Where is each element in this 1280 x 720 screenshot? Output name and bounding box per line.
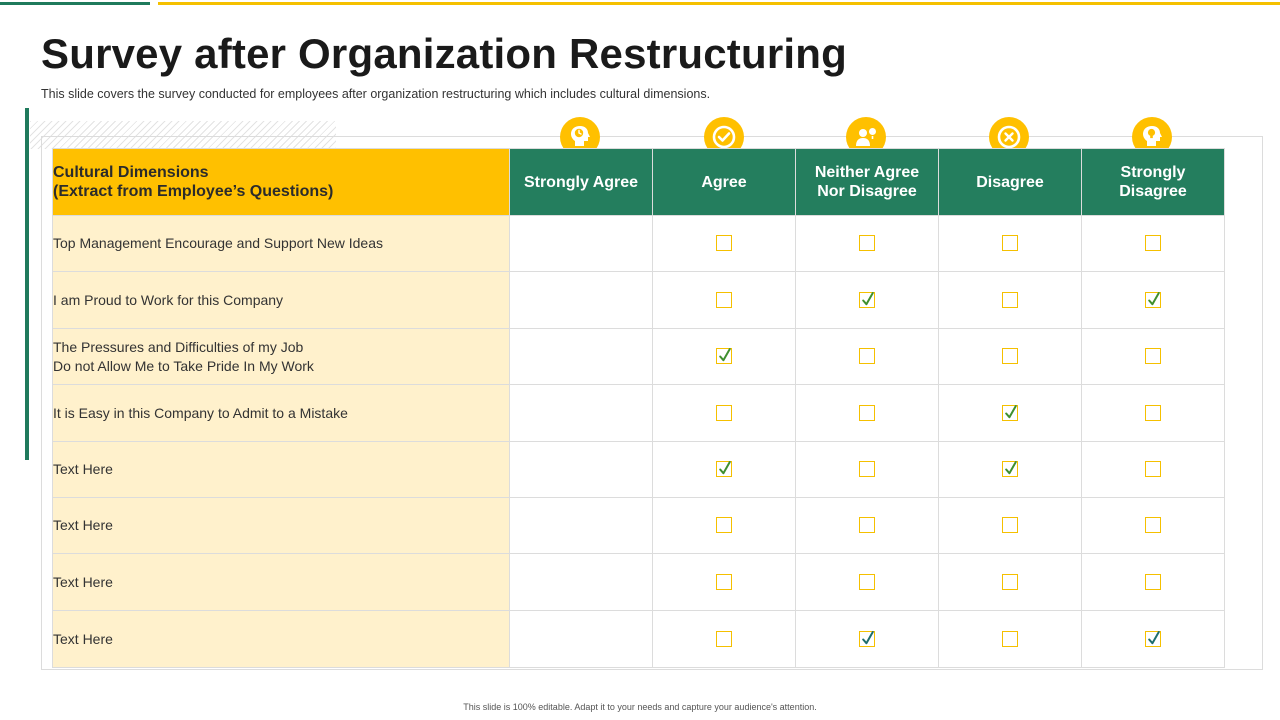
checkbox[interactable] <box>716 405 732 421</box>
cell-strongly-disagree <box>1082 442 1225 498</box>
top-accent-bar-green <box>0 2 150 5</box>
cell-agree <box>653 272 796 329</box>
column-header-neither <box>796 149 939 216</box>
header-line: Cultural Dimensions <box>53 164 209 181</box>
cell-agree <box>653 442 796 498</box>
checkbox-checked[interactable] <box>859 631 875 647</box>
checkbox[interactable] <box>716 631 732 647</box>
cell-agree <box>653 554 796 611</box>
cell-strongly-disagree <box>1082 554 1225 611</box>
row-label <box>53 272 510 329</box>
checkbox[interactable] <box>1002 292 1018 308</box>
cell-neither <box>796 442 939 498</box>
cultural-dimensions-header <box>53 149 510 216</box>
row-label <box>53 385 510 442</box>
row-label-line: Text Here <box>53 630 113 647</box>
checkbox[interactable] <box>1145 348 1161 364</box>
row-label <box>53 329 510 385</box>
cell-neither <box>796 272 939 329</box>
checkbox[interactable] <box>1002 631 1018 647</box>
cell-strongly-agree <box>510 216 653 272</box>
checkbox[interactable] <box>716 292 732 308</box>
footer-note: This slide is 100% editable. Adapt it to your needs and capture your audience's attention. <box>463 702 817 712</box>
cell-strongly-disagree <box>1082 611 1225 668</box>
cell-disagree <box>939 216 1082 272</box>
row-label-line: It is Easy in this Company to Admit to a Mistake <box>53 404 348 421</box>
column-header-agree <box>653 149 796 216</box>
checkmark-icon <box>717 459 733 477</box>
row-label-line: Text Here <box>53 517 113 533</box>
checkbox[interactable] <box>859 405 875 421</box>
table-row <box>53 554 1225 611</box>
checkbox-checked[interactable] <box>1145 631 1161 647</box>
checkbox[interactable] <box>859 461 875 477</box>
row-label <box>53 442 510 498</box>
cell-neither <box>796 385 939 442</box>
checkbox-checked[interactable] <box>1002 461 1018 477</box>
column-header-label: Disagree <box>1119 183 1187 200</box>
cell-agree <box>653 611 796 668</box>
checkmark-icon <box>717 346 733 364</box>
checkmark-icon <box>1146 290 1162 308</box>
column-header-label: Strongly Agree <box>523 173 639 191</box>
column-header-label: Disagree <box>976 173 1044 191</box>
column-header-strongly-disagree <box>1082 149 1225 216</box>
checkbox[interactable] <box>716 235 732 251</box>
cell-neither <box>796 554 939 611</box>
row-label-line: I am Proud to Work for this Company <box>53 291 284 308</box>
checkmark-icon <box>1146 629 1162 647</box>
row-label-line: Top Management Encourage and Support New Ideas <box>53 235 383 251</box>
cell-disagree <box>939 611 1082 668</box>
row-label-line: Text Here <box>53 461 113 477</box>
left-accent-bar <box>25 108 29 460</box>
checkbox[interactable] <box>716 517 732 533</box>
checkbox[interactable] <box>1002 574 1018 590</box>
cell-strongly-disagree <box>1082 216 1225 272</box>
column-header-label: Neither Agree <box>814 164 920 181</box>
cell-disagree <box>939 329 1082 385</box>
cell-strongly-agree <box>510 272 653 329</box>
checkbox[interactable] <box>1145 574 1161 590</box>
checkbox[interactable] <box>859 348 875 364</box>
cell-strongly-agree <box>510 611 653 668</box>
cell-neither <box>796 329 939 385</box>
cell-agree <box>653 498 796 554</box>
row-label <box>53 611 510 668</box>
cell-strongly-agree <box>510 554 653 611</box>
table-row <box>53 385 1225 442</box>
checkmark-icon <box>1003 403 1019 421</box>
column-header-label: Strongly <box>1120 164 1186 181</box>
top-accent-bar-yellow <box>158 2 1280 5</box>
cell-strongly-disagree <box>1082 329 1225 385</box>
checkbox[interactable] <box>1145 461 1161 477</box>
cell-strongly-agree <box>510 385 653 442</box>
checkbox-checked[interactable] <box>1002 405 1018 421</box>
column-header-disagree <box>939 149 1082 216</box>
column-header-label: Agree <box>701 173 747 191</box>
checkbox-checked[interactable] <box>716 461 732 477</box>
cell-disagree <box>939 272 1082 329</box>
cell-agree <box>653 385 796 442</box>
cell-strongly-agree <box>510 329 653 385</box>
survey-table-body <box>53 216 1225 668</box>
checkmark-icon <box>860 290 876 308</box>
checkbox[interactable] <box>859 517 875 533</box>
row-label-line: The Pressures and Difficulties of my Job <box>53 338 304 355</box>
column-header-label: Nor Disagree <box>817 183 917 200</box>
checkbox[interactable] <box>716 574 732 590</box>
page-subtitle: This slide covers the survey conducted for employees after organization restructuring which includes cultural dimensions. <box>41 87 711 101</box>
cell-neither <box>796 611 939 668</box>
cell-neither <box>796 498 939 554</box>
checkbox[interactable] <box>1002 348 1018 364</box>
checkbox[interactable] <box>1145 405 1161 421</box>
page-title: Survey after Organization Restructuring <box>41 30 847 77</box>
row-label <box>53 216 510 272</box>
row-label-line: Do not Allow Me to Take Pride In My Work <box>53 357 314 374</box>
row-label <box>53 498 510 554</box>
cell-strongly-agree <box>510 442 653 498</box>
survey-table <box>52 148 1225 668</box>
table-row <box>53 272 1225 329</box>
checkbox-checked[interactable] <box>859 292 875 308</box>
row-label-line: Text Here <box>53 573 113 590</box>
cell-agree <box>653 329 796 385</box>
checkbox[interactable] <box>1002 235 1018 251</box>
cell-neither <box>796 216 939 272</box>
cell-disagree <box>939 498 1082 554</box>
table-row <box>53 611 1225 668</box>
checkmark-icon <box>1003 459 1019 477</box>
checkmark-icon <box>860 629 876 647</box>
checkbox-checked[interactable] <box>716 348 732 364</box>
cell-strongly-disagree <box>1082 385 1225 442</box>
cell-strongly-agree <box>510 498 653 554</box>
checkbox[interactable] <box>859 574 875 590</box>
table-row <box>53 498 1225 554</box>
checkbox[interactable] <box>1145 517 1161 533</box>
cell-strongly-disagree <box>1082 272 1225 329</box>
cell-disagree <box>939 385 1082 442</box>
cell-disagree <box>939 442 1082 498</box>
table-row <box>53 216 1225 272</box>
row-label <box>53 554 510 611</box>
header-line: (Extract from Employee’s Questions) <box>53 183 334 200</box>
checkbox[interactable] <box>1145 235 1161 251</box>
cell-disagree <box>939 554 1082 611</box>
table-row <box>53 442 1225 498</box>
table-row <box>53 329 1225 385</box>
cell-strongly-disagree <box>1082 498 1225 554</box>
table-header-row <box>53 149 1225 216</box>
cell-agree <box>653 216 796 272</box>
checkbox[interactable] <box>859 235 875 251</box>
column-header-strongly-agree <box>510 149 653 216</box>
checkbox[interactable] <box>1002 517 1018 533</box>
checkbox-checked[interactable] <box>1145 292 1161 308</box>
